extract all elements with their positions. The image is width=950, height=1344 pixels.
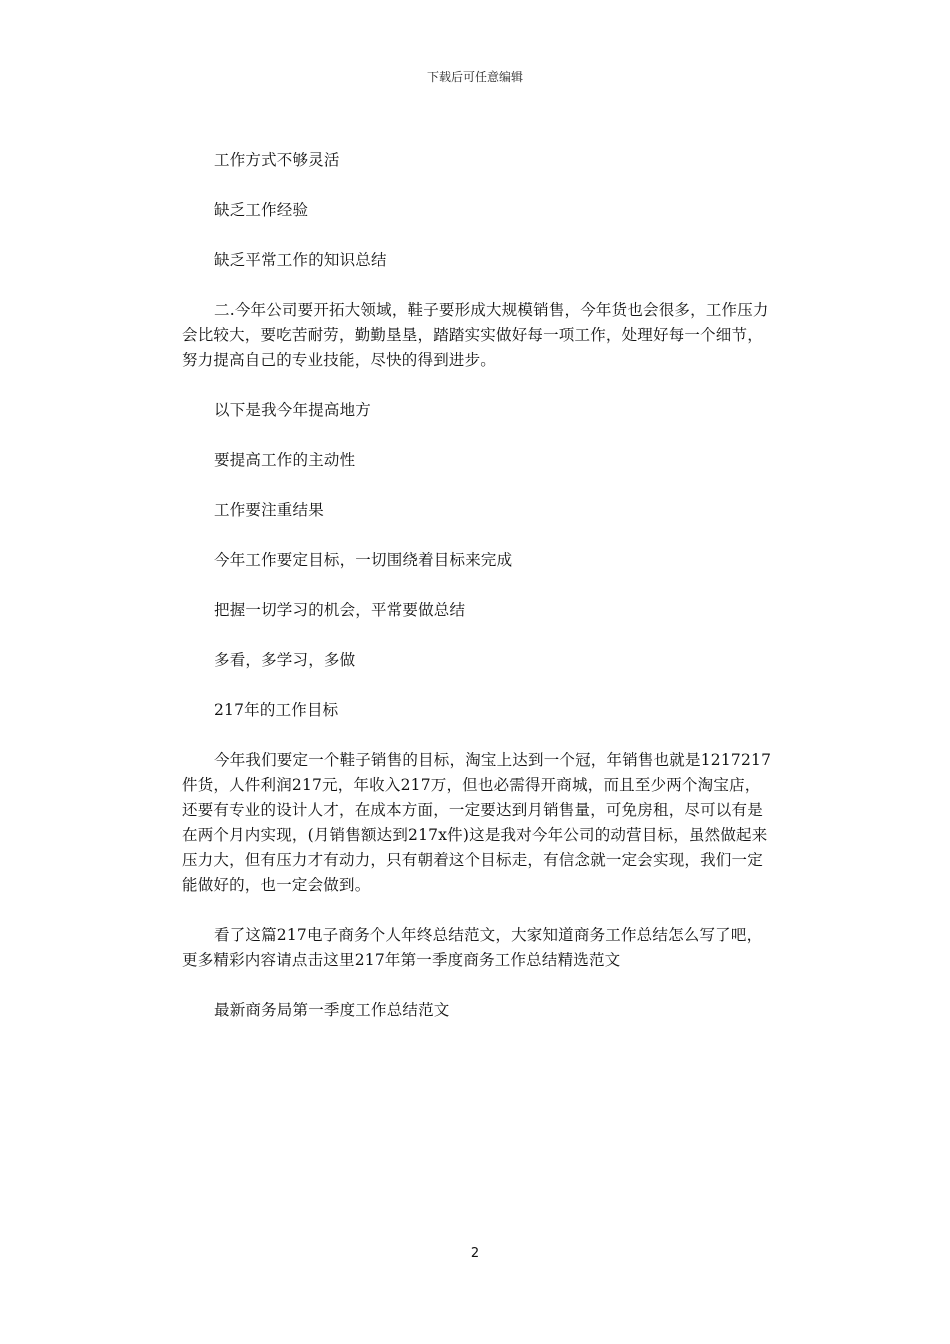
paragraph: 工作方式不够灵活 <box>214 151 340 169</box>
paragraph: 最新商务局第一季度工作总结范文 <box>214 1001 450 1019</box>
document-body <box>182 148 772 1023</box>
paragraph: 今年我们要定一个鞋子销售的目标，淘宝上达到一个冠，年销售也就是1217217件货，人件利润217元，年收入217万，但也必需得开商城，而且至少两个淘宝店，还要有专业的设计人才，在成本方面，一定要达到月销售量，可免房租，尽可以有是在两个月内实现，(月销售额达到217x件)这是我对今年公司的动营目标，虽然做起来压力大，但有压力才有动力，只有朝着这个目标走，有信念就一定会实现，我们一定能做好的，也一定会做到。 <box>182 751 772 894</box>
paragraph: 要提高工作的主动性 <box>214 451 356 469</box>
paragraph: 看了这篇217电子商务个人年终总结范文，大家知道商务工作总结怎么写了吧，更多精彩内容请点击这里217年第一季度商务工作总结精选范文 <box>182 926 763 969</box>
paragraph: 缺乏平常工作的知识总结 <box>214 251 387 269</box>
paragraph: 多看，多学习，多做 <box>214 651 356 669</box>
paragraph: 217年的工作目标 <box>214 701 339 719</box>
paragraph: 工作要注重结果 <box>214 501 324 519</box>
paragraph: 今年工作要定目标，一切围绕着目标来完成 <box>214 551 513 569</box>
paragraph: 缺乏工作经验 <box>214 201 309 219</box>
paragraph: 二.今年公司要开拓大领域，鞋子要形成大规模销售，今年货也会很多，工作压力会比较大，要吃苦耐劳，勤勤垦垦，踏踏实实做好每一项工作，处理好每一个细节，努力提高自己的专业技能，尽快的得到进步。 <box>182 301 769 369</box>
page-header-note: 下载后可任意编辑 <box>426 70 523 84</box>
page-number: 2 <box>470 1246 480 1261</box>
paragraph: 把握一切学习的机会，平常要做总结 <box>214 601 466 619</box>
paragraph: 以下是我今年提高地方 <box>214 401 372 419</box>
